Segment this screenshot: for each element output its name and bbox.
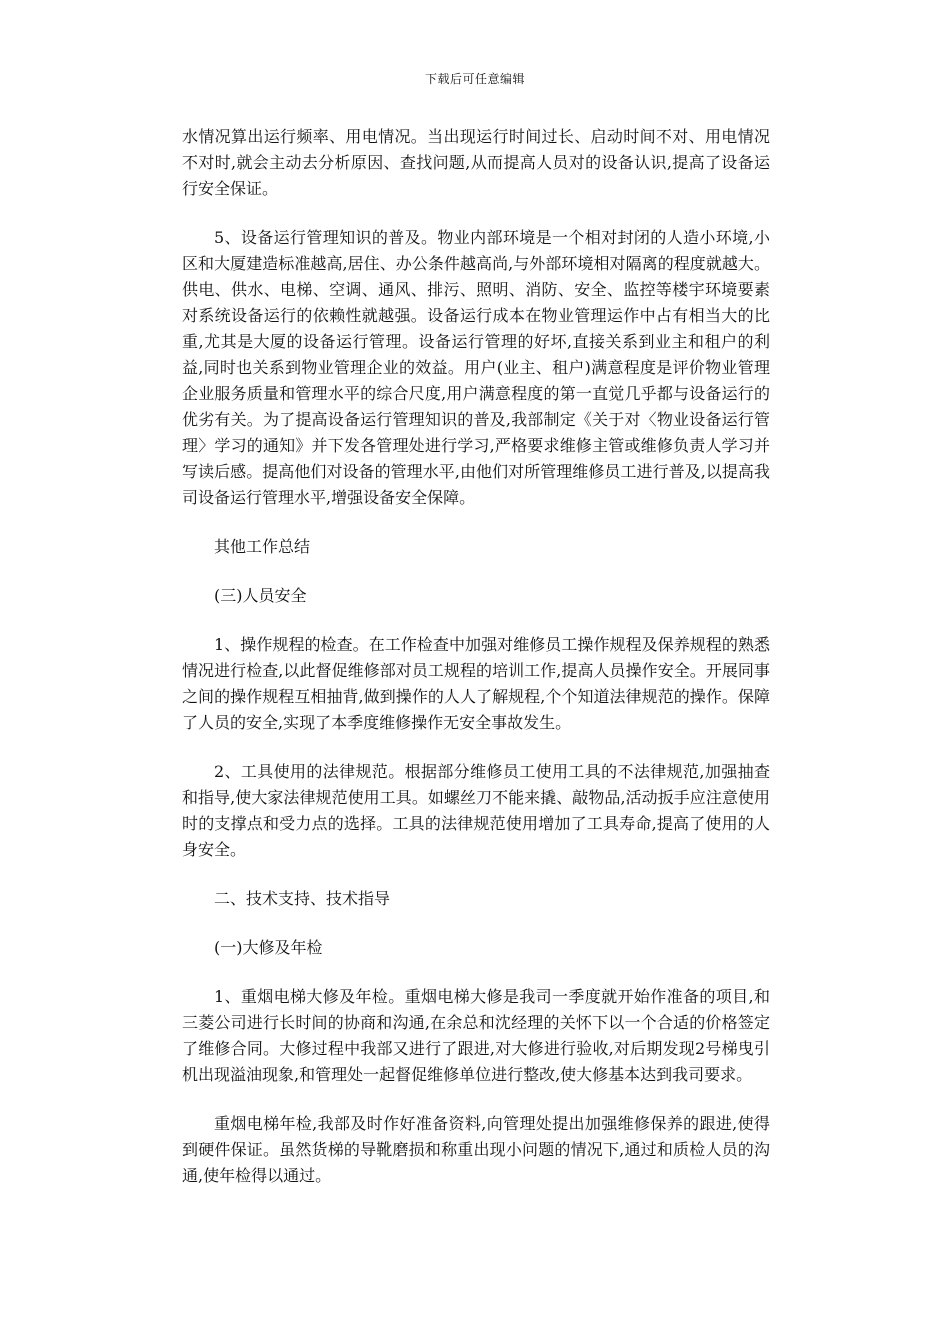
section-heading-personnel-safety: (三)人员安全 — [214, 586, 307, 605]
paragraph-equipment-knowledge: 5、设备运行管理知识的普及。物业内部环境是一个相对封闭的人造小环境,小区和大厦建造标准越高,居住、办公条件越高尚,与外部环境相对隔离的程度就越大。供电、供水、电梯、空调、通风、排污、照明、消防、安全、监控等楼宇环境要素对系统设备运行的依赖性就越强。设备运行成本在物业管理运作中占有相当大的比重,尤其是大厦的设备运行管理。设备运行管理的好坏,直接关系到业主和租户的利益,同时也关系到物业管理企业的效益。用户(业主、租户)满意程度是评价物业管理企业服务质量和管理水平的综合尺度,用户满意程度的第一直觉几乎都与设备运行的优劣有关。为了提高设备运行管理知识的普及,我部制定《关于对〈物业设备运行管理〉学习的通知》并下发各管理处进行学习,严格要求维修主管或维修负责人学习并写读后感。提高他们对设备的管理水平,由他们对所管理维修员工进行普及,以提高我司设备运行管理水平,增强设备安全保障。 — [182, 228, 770, 507]
section-heading-technical-support: 二、技术支持、技术指导 — [214, 889, 391, 908]
document-body — [182, 124, 770, 1212]
paragraph-continuation: 水情况算出运行频率、用电情况。当出现运行时间过长、启动时间不对、用电情况不对时,就会主动去分析原因、查找问题,从而提高人员对的设备认识,提高了设备运行安全保证。 — [182, 127, 770, 198]
paragraph-procedure-check: 1、操作规程的检查。在工作检查中加强对维修员工操作规程及保养规程的熟悉情况进行检查,以此督促维修部对员工规程的培训工作,提高人员操作安全。开展同事之间的操作规程互相抽背,做到操作的人人了解规程,个个知道法律规范的操作。保障了人员的安全,实现了本季度维修操作无安全事故发生。 — [182, 635, 770, 732]
paragraph-tool-usage: 2、工具使用的法律规范。根据部分维修员工使用工具的不法律规范,加强抽查和指导,使大家法律规范使用工具。如螺丝刀不能来撬、敲物品,活动扳手应注意使用时的支撑点和受力点的选择。工具的法律规范使用增加了工具寿命,提高了使用的人身安全。 — [182, 762, 770, 859]
section-heading-overhaul: (一)大修及年检 — [214, 938, 323, 957]
paragraph-elevator-overhaul: 1、重烟电梯大修及年检。重烟电梯大修是我司一季度就开始作准备的项目,和三菱公司进行长时间的协商和沟通,在余总和沈经理的关怀下以一个合适的价格签定了维修合同。大修过程中我部又进行了跟进,对大修进行验收,对后期发现2号梯曳引机出现溢油现象,和管理处一起督促维修单位进行整改,使大修基本达到我司要求。 — [182, 987, 770, 1084]
page-header: 下载后可任意编辑 — [424, 72, 525, 86]
paragraph-elevator-inspection: 重烟电梯年检,我部及时作好准备资料,向管理处提出加强维修保养的跟进,使得到硬件保证。虽然货梯的导靴磨损和称重出现小问题的情况下,通过和质检人员的沟通,使年检得以通过。 — [182, 1114, 770, 1185]
section-heading-other-work: 其他工作总结 — [214, 537, 311, 556]
